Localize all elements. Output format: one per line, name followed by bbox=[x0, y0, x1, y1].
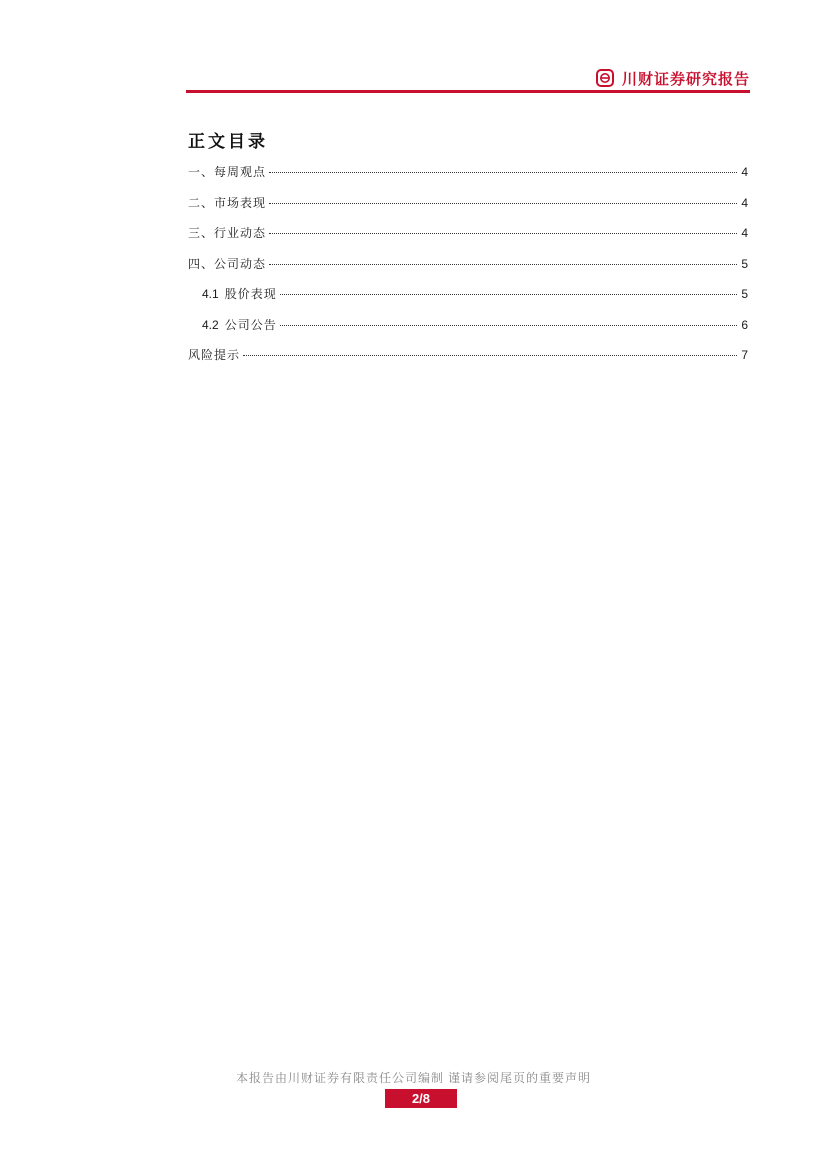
toc-entry-page: 6 bbox=[741, 317, 748, 332]
dot-leader bbox=[280, 294, 737, 295]
toc-entry-weekly-view[interactable] bbox=[188, 163, 748, 194]
toc-entry-number: 4.1 bbox=[202, 287, 219, 301]
toc-entry-page: 5 bbox=[741, 287, 748, 301]
toc-entry-industry-news[interactable] bbox=[188, 224, 748, 255]
report-header bbox=[186, 60, 750, 94]
chuancai-logo-icon bbox=[596, 69, 614, 87]
dot-leader bbox=[243, 355, 737, 356]
toc-entry-label: 股价表现 bbox=[224, 287, 277, 301]
toc-entry-page: 4 bbox=[741, 165, 748, 179]
toc-list bbox=[188, 163, 748, 377]
toc-entry-company-news[interactable] bbox=[188, 255, 748, 286]
dot-leader bbox=[269, 264, 737, 265]
brand-name: 川财证券研究报告 bbox=[621, 69, 750, 88]
toc-entry-company-announcements[interactable] bbox=[188, 316, 748, 347]
toc-entry-market-performance[interactable] bbox=[188, 194, 748, 225]
toc-entry-label: 三、行业动态 bbox=[188, 226, 267, 240]
toc-entry-label: 风险提示 bbox=[188, 348, 241, 362]
toc-entry-label: 一、每周观点 bbox=[188, 165, 267, 179]
toc-entry-label: 公司公告 bbox=[224, 317, 277, 332]
dot-leader bbox=[269, 233, 737, 234]
footer-declaration-note: 谨请参阅尾页的重要声明 bbox=[448, 1071, 592, 1085]
toc-title: 正文目录 bbox=[188, 132, 268, 152]
toc-entry-label: 四、公司动态 bbox=[188, 256, 267, 271]
toc-entry-page: 7 bbox=[741, 348, 748, 362]
footer-compiler-note: 本报告由川财证券有限责任公司编制 bbox=[235, 1071, 444, 1085]
footer-disclaimer bbox=[0, 1069, 827, 1086]
header-divider bbox=[186, 90, 750, 93]
dot-leader bbox=[269, 203, 737, 204]
toc-entry-page: 4 bbox=[741, 195, 748, 210]
dot-leader bbox=[269, 172, 737, 173]
toc-entry-label: 二、市场表现 bbox=[188, 195, 267, 210]
dot-leader bbox=[280, 325, 737, 326]
toc-entry-page: 4 bbox=[741, 226, 748, 240]
toc-entry-page: 5 bbox=[741, 256, 748, 271]
page-indicator: 2/8 bbox=[385, 1089, 457, 1108]
toc-entry-number: 4.2 bbox=[202, 317, 219, 332]
toc-entry-risk-warning[interactable] bbox=[188, 346, 748, 377]
brand bbox=[596, 67, 750, 89]
toc-entry-stock-performance[interactable] bbox=[188, 285, 748, 316]
